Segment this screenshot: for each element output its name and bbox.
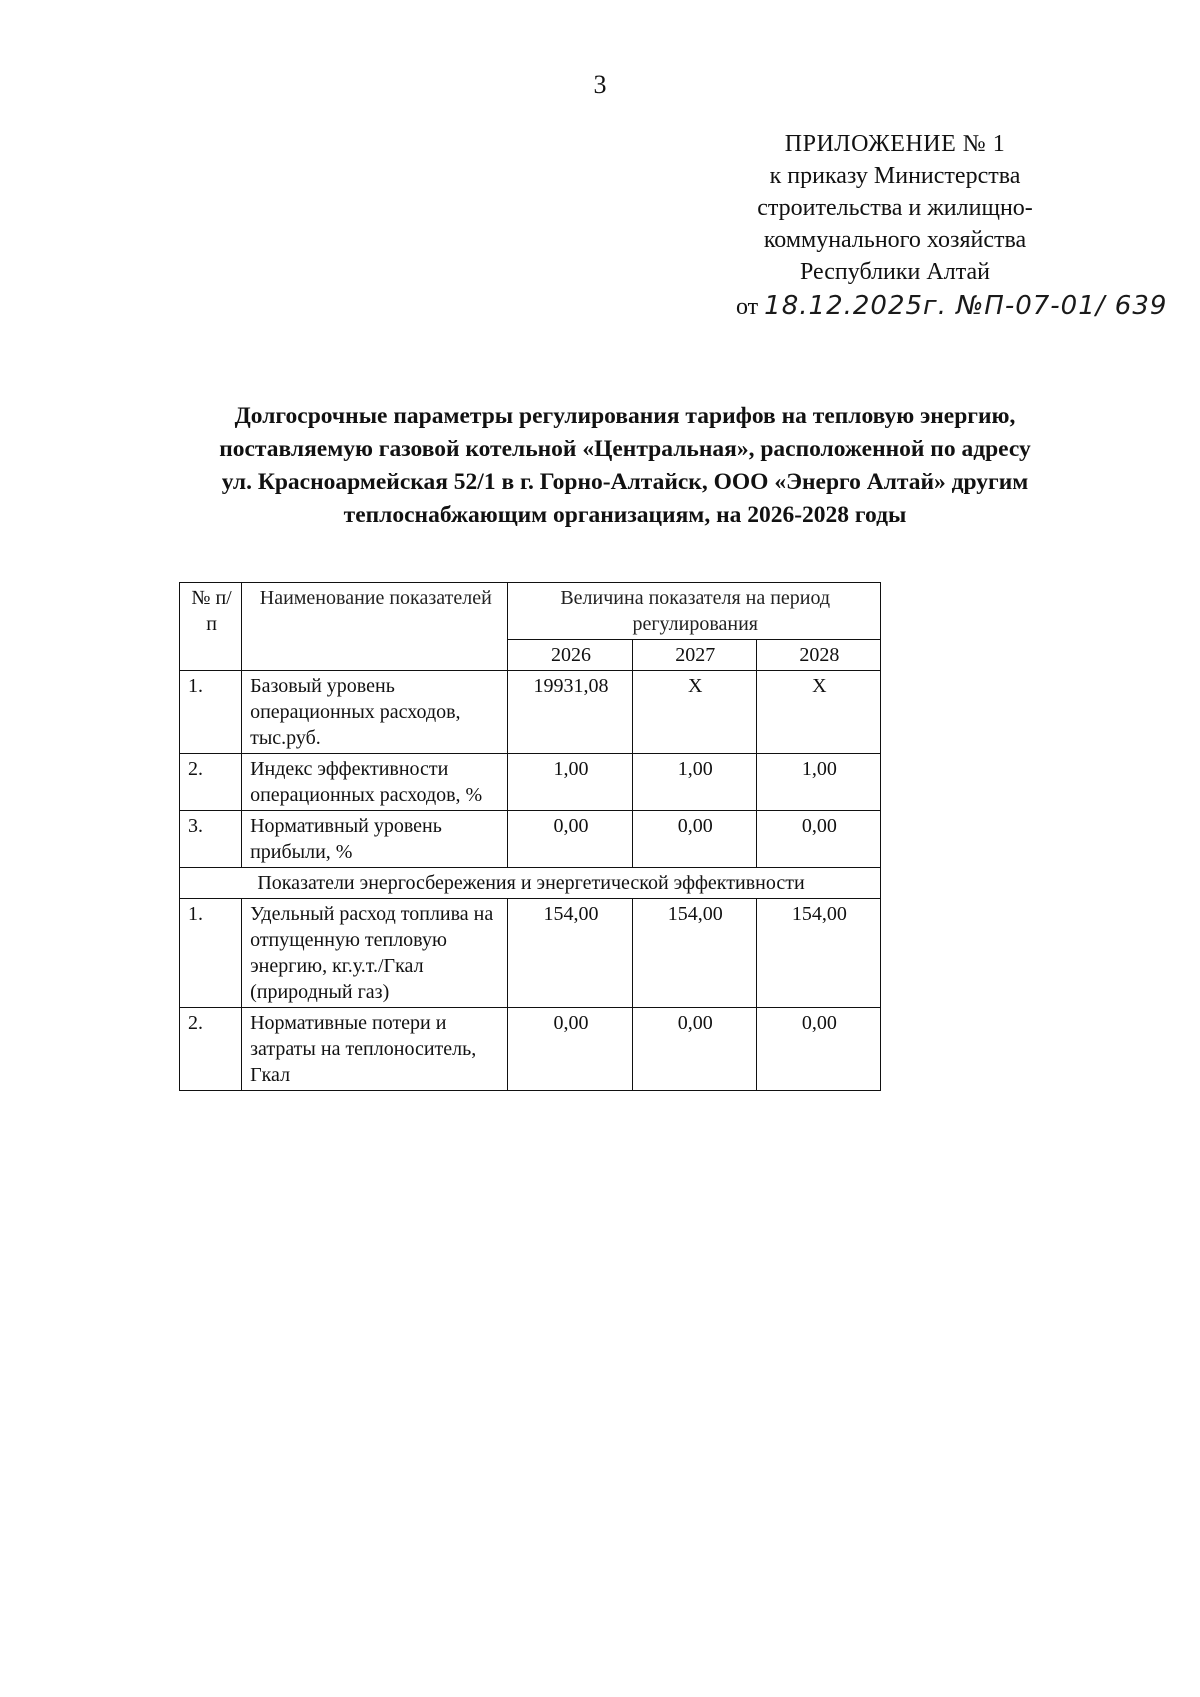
row-value: 1,00 [632, 754, 756, 811]
row-value: 1,00 [508, 754, 632, 811]
header-period: Величина показателя на период регулирования [508, 583, 881, 640]
row-value: 1,00 [756, 754, 880, 811]
row-name: Нормативный уровень прибыли, % [242, 811, 508, 868]
row-num: 2. [180, 754, 242, 811]
row-value: Х [756, 671, 880, 754]
section-title: Показатели энергосбережения и энергетической эффективности [180, 868, 881, 899]
row-num: 1. [180, 671, 242, 754]
row-value: 0,00 [508, 811, 632, 868]
document-title [150, 400, 1100, 532]
title-line: теплоснабжающим организациям, на 2026-2028 годы [343, 502, 907, 528]
appendix-title: ПРИЛОЖЕНИЕ № 1 [784, 131, 1006, 157]
header-year: 2027 [632, 640, 756, 671]
row-num: 1. [180, 899, 242, 1008]
row-value: 19931,08 [508, 671, 632, 754]
title-line: Долгосрочные параметры регулирования тарифов на тепловую энергию, [234, 403, 1016, 429]
row-num: 2. [180, 1008, 242, 1091]
parameters-table [179, 582, 881, 1091]
table-row [180, 671, 881, 754]
title-line: поставляемую газовой котельной «Центральная», расположенной по адресу [219, 436, 1031, 462]
table-row [180, 811, 881, 868]
order-date-number [700, 290, 1168, 323]
header-num: № п/п [180, 583, 242, 671]
header-name: Наименование показателей [242, 583, 508, 671]
table-row [180, 1008, 881, 1091]
row-value: 0,00 [756, 811, 880, 868]
table-header-row [180, 583, 881, 640]
row-value: Х [632, 671, 756, 754]
appendix-line: строительства и жилищно- [757, 195, 1033, 221]
handwritten-order-number: 18.12.2025г. №П-07-01/ 639 [764, 291, 1168, 321]
table-row [180, 754, 881, 811]
row-value: 0,00 [756, 1008, 880, 1091]
row-value: 0,00 [508, 1008, 632, 1091]
row-name: Базовый уровень операционных расходов, тыс.руб. [242, 671, 508, 754]
appendix-line: коммунального хозяйства [763, 227, 1027, 253]
row-name: Удельный расход топлива на отпущенную тепловую энергию, кг.у.т./Гкал (природный газ) [242, 899, 508, 1008]
row-value: 154,00 [508, 899, 632, 1008]
table-section-row [180, 868, 881, 899]
row-value: 0,00 [632, 811, 756, 868]
header-year: 2028 [756, 640, 880, 671]
order-prefix: от [736, 294, 759, 320]
row-value: 0,00 [632, 1008, 756, 1091]
row-name: Нормативные потери и затраты на теплоноситель, Гкал [242, 1008, 508, 1091]
row-value: 154,00 [632, 899, 756, 1008]
appendix-line: к приказу Министерства [769, 163, 1021, 189]
appendix-line: Республики Алтай [800, 259, 990, 285]
appendix-block [700, 128, 1168, 323]
page-number: 3 [593, 70, 607, 99]
row-name: Индекс эффективности операционных расходов, % [242, 754, 508, 811]
row-value: 154,00 [756, 899, 880, 1008]
row-num: 3. [180, 811, 242, 868]
header-year: 2026 [508, 640, 632, 671]
title-line: ул. Красноармейская 52/1 в г. Горно-Алтайск, ООО «Энерго Алтай» другим [221, 469, 1029, 495]
table-row [180, 899, 881, 1008]
